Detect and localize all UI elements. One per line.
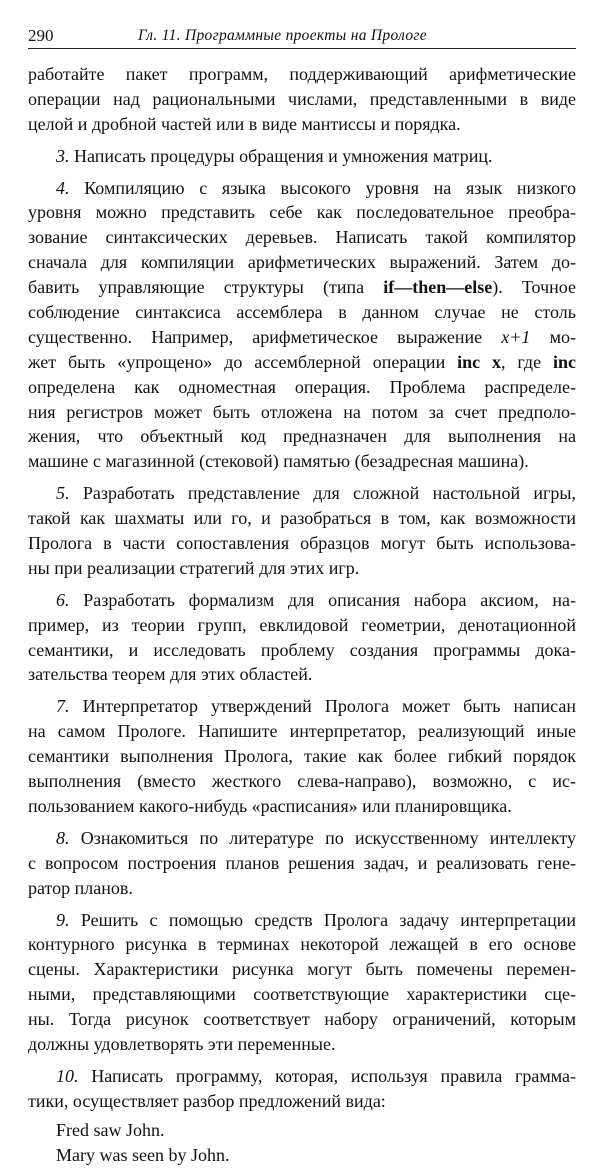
exercise-number: 3.: [56, 145, 70, 166]
exercise-number: 4.: [56, 177, 70, 198]
text-line: семантики выполнения Пролога, такие как более гибкий порядок: [28, 746, 576, 767]
text-line: Пролога в части сопоставления образцов могут быть использова-: [28, 533, 576, 554]
text-line: 10. Написать программу, которая, используя правила грамма-: [56, 1065, 576, 1086]
exercise-number: 9.: [56, 909, 70, 930]
example-sentence: Fred saw John.: [56, 1119, 165, 1140]
text-line: 7. Интерпретатор утверждений Пролога может быть написан: [56, 696, 576, 717]
exercise-9: [28, 908, 576, 1057]
exercise-number: 7.: [56, 696, 70, 717]
paragraph-continuation: [28, 62, 576, 137]
exercise-number: 6.: [56, 589, 70, 610]
text-line: ны при реализации стратегий для этих игр.: [28, 557, 360, 578]
text-line: ными, представляющими соответствующие характеристики сце-: [28, 984, 576, 1005]
text-line: на самом Прологе. Напишите интерпретатор, реализующий иные: [28, 721, 576, 742]
text-line: 9. Решить с помощью средств Пролога задачу интерпретации: [56, 909, 577, 930]
code-keyword: inc x: [457, 351, 502, 372]
text-line: жения, что объектный код предназначен для выполнения на: [28, 426, 576, 447]
exercise-number: 5.: [56, 483, 70, 504]
page-number: 290: [28, 26, 54, 45]
text-line: 3. Написать процедуры обращения и умножения матриц.: [56, 145, 493, 166]
text-line: семантики, и исследовать проблему создания программы дока-: [28, 639, 576, 660]
text-line: ны. Тогда рисунок соответствует набору ограничений, которым: [28, 1009, 576, 1030]
text-line: машине с магазинной (стековой) памятью (безадресная машина).: [28, 451, 529, 472]
text-line: уровня можно представить себе как последовательное преобра-: [28, 202, 576, 223]
text-line: ния регистров может быть отложена на потом за счет предполо-: [28, 401, 576, 422]
example-sentences: [28, 1118, 576, 1168]
page-header: [28, 26, 576, 48]
text-line: пользованием какого-нибудь «расписания» или планировщика.: [28, 795, 512, 816]
text-line: операции над рациональными числами, представленными в виде: [28, 88, 576, 109]
text-line: целой и дробной частей или в виде мантиссы и порядка.: [28, 113, 461, 134]
exercise-8: [28, 826, 576, 901]
exercise-7: [28, 694, 576, 818]
text-line: существенно. Например, арифметическое выражение x+1 мо-: [28, 326, 576, 347]
exercise-5: [28, 481, 576, 581]
text-line: 8. Ознакомиться по литературе по искусственному интеллекту: [56, 827, 576, 848]
exercise-4: [28, 176, 576, 475]
text-line: контурного рисунка в терминах некоторой лежащей в его основе: [28, 934, 576, 955]
text-line: тики, осуществляет разбор предложений вида:: [28, 1090, 386, 1111]
text-line: зательства теорем для этих областей.: [28, 664, 313, 685]
code-keyword: inc: [552, 351, 576, 372]
exercise-6: [28, 588, 576, 688]
exercise-3: [28, 144, 576, 169]
text-line: 4. Компиляцию с языка высокого уровня на язык низкого: [56, 177, 577, 198]
text-line: работайте пакет программ, поддерживающий арифметические: [28, 64, 576, 84]
exercise-10: [28, 1064, 576, 1114]
math-expression: x+1: [501, 326, 531, 347]
text-line: должны удовлетворять эти переменные.: [28, 1033, 336, 1054]
text-line: такой как шахматы или го, и разобраться в том, как возможности: [28, 508, 576, 529]
exercise-number: 8.: [56, 827, 70, 848]
example-sentence: Mary was seen by John.: [56, 1144, 230, 1165]
text-line: 5. Разработать представление для сложной настольной игры,: [56, 483, 577, 504]
running-title: Гл. 11. Программные проекты на Прологе: [138, 27, 427, 44]
text-line: зование синтаксических деревьев. Написать такой компилятор: [28, 227, 576, 248]
code-keyword: if—then—else: [383, 277, 493, 298]
text-line: жет быть «упрощено» до ассемблерной операции inc x, где inc: [28, 351, 576, 372]
exercise-number: 10.: [56, 1065, 79, 1086]
text-line: определена как одноместная операция. Проблема распределе-: [28, 376, 576, 397]
text-line: пример, из теории групп, евклидовой геометрии, денотационной: [28, 614, 576, 635]
text-line: ратор планов.: [28, 877, 133, 898]
text-line: 6. Разработать формализм для описания набора аксиом, на-: [56, 589, 576, 610]
text-line: с вопросом построения планов решения задач, и реализовать гене-: [28, 852, 576, 873]
text-line: бавить управляющие структуры (типа if—then—else). Точное: [28, 277, 576, 298]
text-line: соблюдение синтаксиса ассемблера в данном случае не столь: [28, 302, 576, 323]
text-line: выполнения (вместо жесткого слева-направо), возможно, с ис-: [28, 771, 576, 792]
text-line: сцены. Характеристики рисунка могут быть помечены перемен-: [28, 959, 576, 980]
text-line: сначала для компиляции арифметических выражений. Затем до-: [28, 252, 576, 273]
page-body: [28, 62, 576, 1168]
header-rule: [28, 48, 576, 49]
